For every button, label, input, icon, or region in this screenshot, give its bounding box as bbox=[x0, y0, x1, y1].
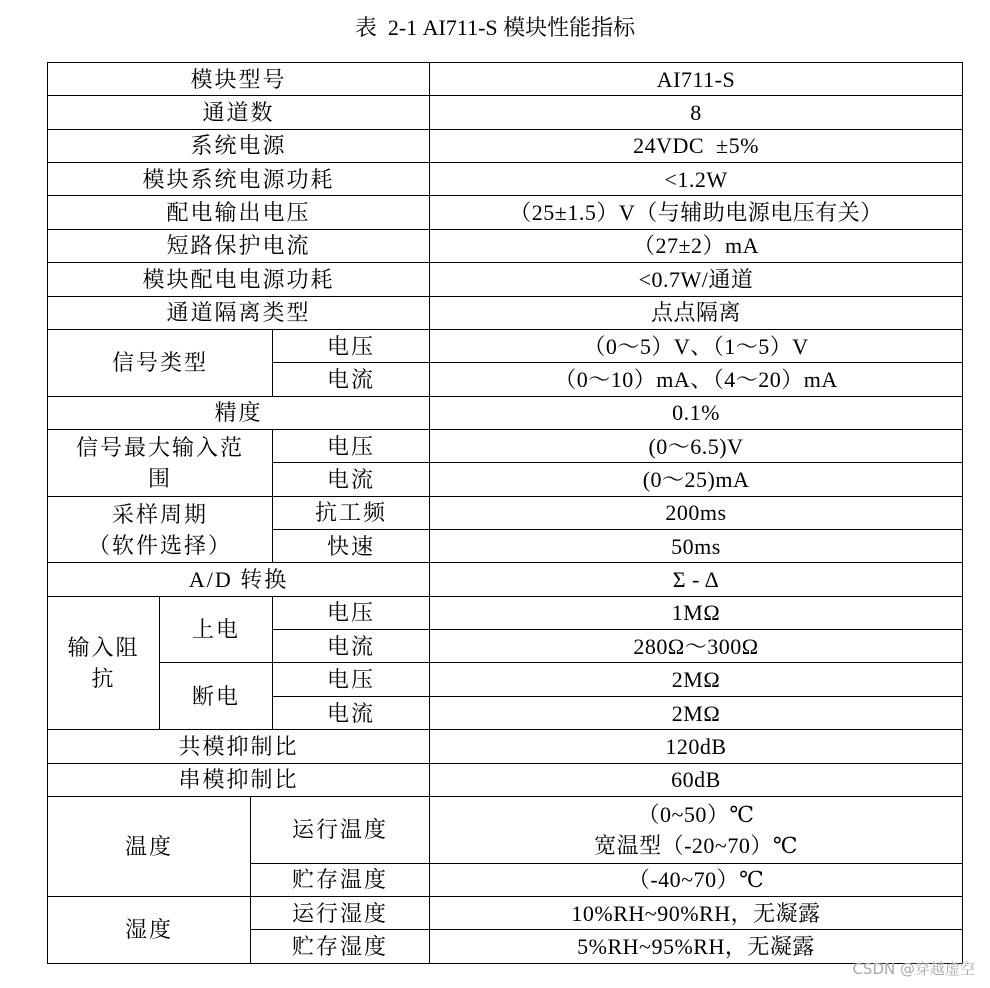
humidity-label: 湿度 bbox=[48, 896, 251, 963]
input-impedance-label: 输入阻 抗 bbox=[48, 596, 160, 729]
accuracy-value: 0.1% bbox=[430, 396, 963, 429]
channel-count-value: 8 bbox=[430, 96, 963, 129]
table-row bbox=[48, 329, 963, 362]
common-mode-rejection-value: 120dB bbox=[430, 730, 963, 763]
system-power-label: 系统电源 bbox=[48, 129, 430, 162]
module-model-label: 模块型号 bbox=[48, 63, 430, 96]
sampling-fast-value: 50ms bbox=[430, 530, 963, 563]
table-row bbox=[48, 296, 963, 329]
sampling-anti-power-frequency-label: 抗工频 bbox=[273, 496, 430, 529]
distribution-output-voltage-value: （25±1.5）V（与辅助电源电压有关） bbox=[430, 196, 963, 229]
powered-current-label: 电流 bbox=[273, 630, 430, 663]
unpowered-voltage-value: 2MΩ bbox=[430, 663, 963, 696]
max-input-range-voltage-label: 电压 bbox=[273, 429, 430, 462]
series-mode-rejection-label: 串模抑制比 bbox=[48, 763, 430, 796]
unpowered-current-label: 电流 bbox=[273, 696, 430, 729]
series-mode-rejection-value: 60dB bbox=[430, 763, 963, 796]
storage-temperature-label: 贮存温度 bbox=[251, 863, 430, 896]
storage-humidity-label: 贮存湿度 bbox=[251, 930, 430, 963]
system-power-value: 24VDC ±5% bbox=[430, 129, 963, 162]
storage-humidity-value: 5%RH~95%RH，无凝露 bbox=[430, 930, 963, 963]
max-input-range-current-label: 电流 bbox=[273, 463, 430, 496]
module-distribution-power-consumption-value: <0.7W/通道 bbox=[430, 263, 963, 296]
sampling-fast-label: 快速 bbox=[273, 530, 430, 563]
signal-type-voltage-label: 电压 bbox=[273, 329, 430, 362]
unpowered-current-value: 2MΩ bbox=[430, 696, 963, 729]
channel-count-label: 通道数 bbox=[48, 96, 430, 129]
table-row bbox=[48, 429, 963, 462]
sampling-period-label: 采样周期 （软件选择） bbox=[48, 496, 273, 563]
table-row bbox=[48, 563, 963, 596]
spec-table bbox=[47, 62, 963, 964]
input-impedance-unpowered-label: 断电 bbox=[160, 663, 273, 730]
table-row bbox=[48, 263, 963, 296]
operating-temperature-value: （0~50）℃ 宽温型（-20~70）℃ bbox=[430, 796, 963, 863]
channel-isolation-type-label: 通道隔离类型 bbox=[48, 296, 430, 329]
sampling-anti-power-frequency-value: 200ms bbox=[430, 496, 963, 529]
operating-temperature-label: 运行温度 bbox=[251, 796, 430, 863]
table-row bbox=[48, 596, 963, 629]
csdn-watermark: CSDN @穿越虚空 bbox=[852, 960, 975, 978]
powered-voltage-value: 1MΩ bbox=[430, 596, 963, 629]
table-row bbox=[48, 796, 963, 863]
table-row bbox=[48, 496, 963, 529]
powered-voltage-label: 电压 bbox=[273, 596, 430, 629]
channel-isolation-type-value: 点点隔离 bbox=[430, 296, 963, 329]
table-row bbox=[48, 730, 963, 763]
module-model-value: AI711-S bbox=[430, 63, 963, 96]
input-impedance-powered-label: 上电 bbox=[160, 596, 273, 663]
table-row bbox=[48, 396, 963, 429]
table-row bbox=[48, 129, 963, 162]
table-row bbox=[48, 229, 963, 262]
signal-type-label: 信号类型 bbox=[48, 329, 273, 396]
signal-type-current-label: 电流 bbox=[273, 363, 430, 396]
table-row bbox=[48, 63, 963, 96]
short-circuit-protection-current-label: 短路保护电流 bbox=[48, 229, 430, 262]
temperature-label: 温度 bbox=[48, 796, 251, 896]
table-row bbox=[48, 96, 963, 129]
module-system-power-consumption-value: <1.2W bbox=[430, 163, 963, 196]
max-input-range-current-value: (0～25)mA bbox=[430, 463, 963, 496]
ad-conversion-label: A/D 转换 bbox=[48, 563, 430, 596]
table-row bbox=[48, 663, 963, 696]
distribution-output-voltage-label: 配电输出电压 bbox=[48, 196, 430, 229]
operating-humidity-label: 运行湿度 bbox=[251, 896, 430, 929]
storage-temperature-value: （-40~70）℃ bbox=[430, 863, 963, 896]
ad-conversion-value: Σ - Δ bbox=[430, 563, 963, 596]
short-circuit-protection-current-value: （27±2）mA bbox=[430, 229, 963, 262]
unpowered-voltage-label: 电压 bbox=[273, 663, 430, 696]
common-mode-rejection-label: 共模抑制比 bbox=[48, 730, 430, 763]
table-row bbox=[48, 196, 963, 229]
table-row bbox=[48, 163, 963, 196]
signal-type-current-value: （0～10）mA、（4～20）mA bbox=[430, 363, 963, 396]
module-distribution-power-consumption-label: 模块配电电源功耗 bbox=[48, 263, 430, 296]
accuracy-label: 精度 bbox=[48, 396, 430, 429]
table-row bbox=[48, 763, 963, 796]
module-system-power-consumption-label: 模块系统电源功耗 bbox=[48, 163, 430, 196]
signal-type-voltage-value: （0～5）V、（1～5）V bbox=[430, 329, 963, 362]
max-input-range-voltage-value: (0～6.5)V bbox=[430, 429, 963, 462]
powered-current-value: 280Ω～300Ω bbox=[430, 630, 963, 663]
table-row bbox=[48, 896, 963, 929]
operating-humidity-value: 10%RH~90%RH，无凝露 bbox=[430, 896, 963, 929]
table-caption: 表 2-1 AI711-S 模块性能指标 bbox=[354, 15, 636, 40]
max-input-range-label: 信号最大输入范 围 bbox=[48, 429, 273, 496]
